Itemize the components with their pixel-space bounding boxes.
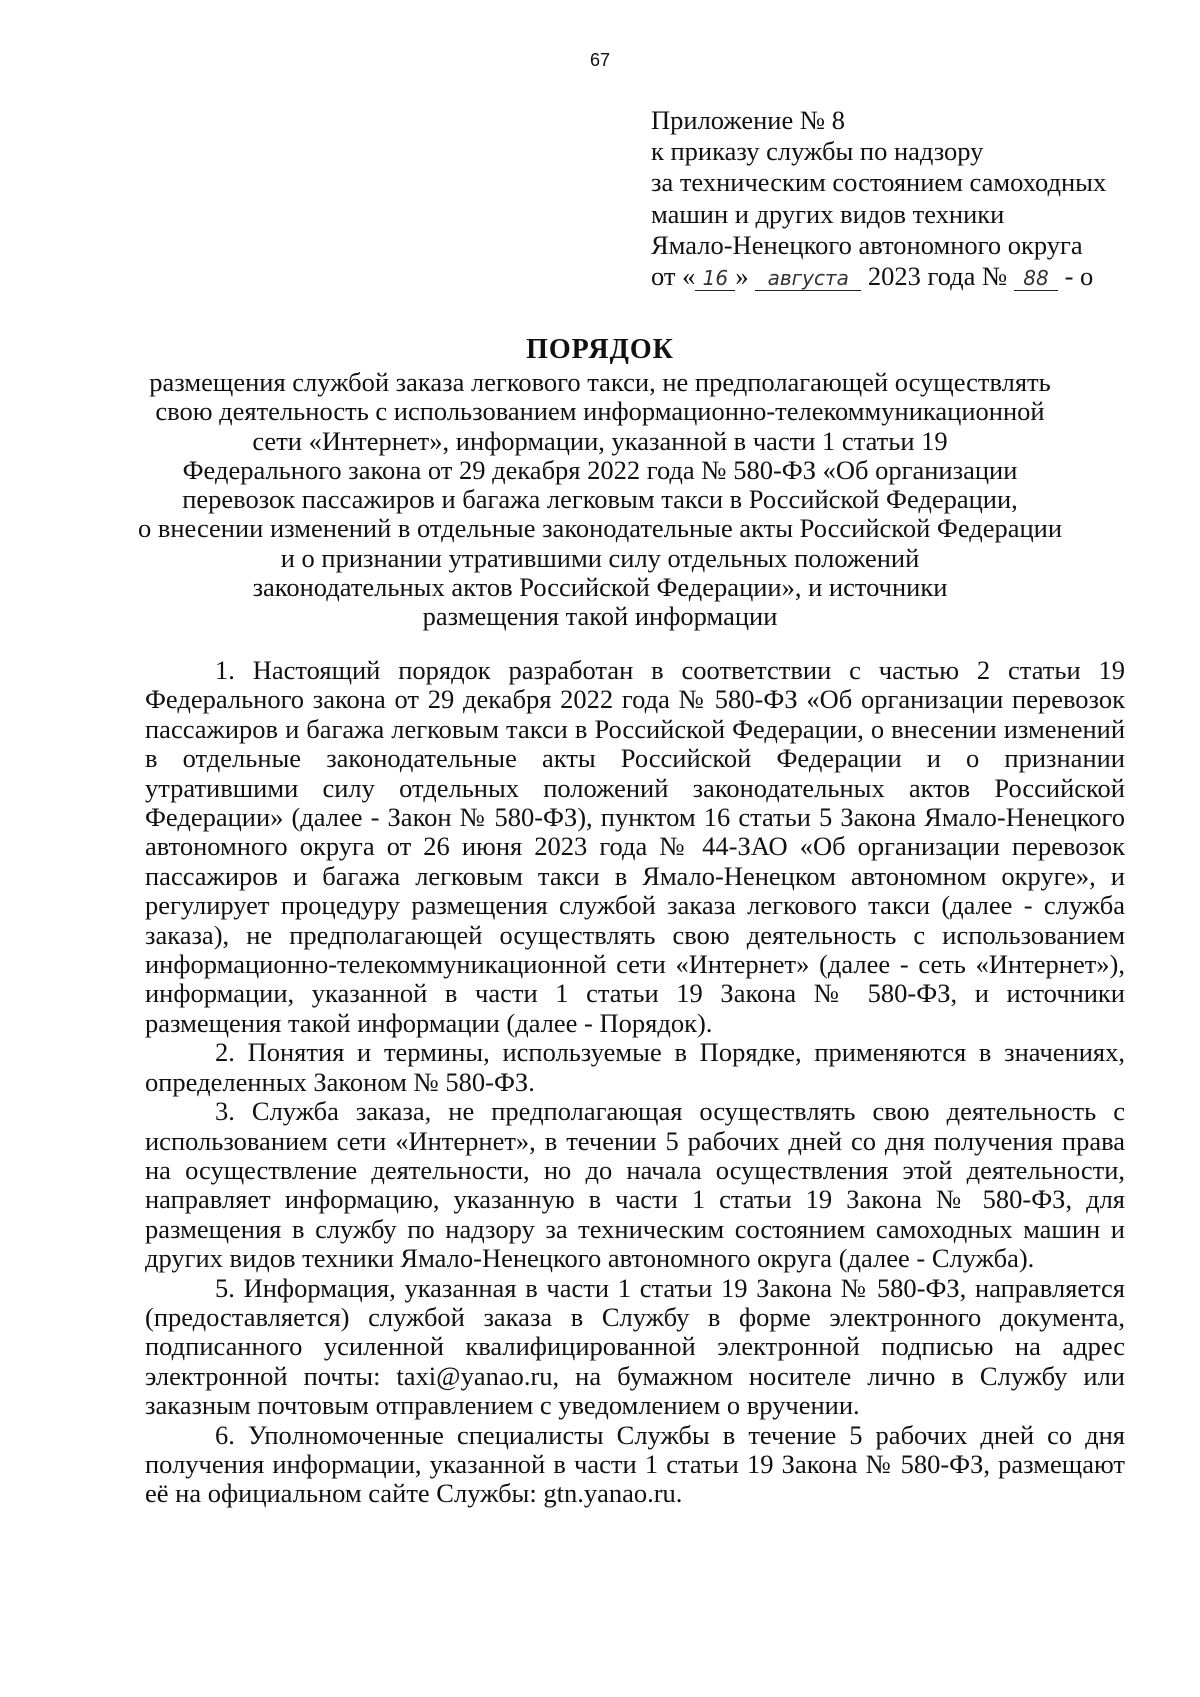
appendix-line: за техническим состоянием самоходных xyxy=(651,167,1107,198)
appendix-header xyxy=(651,105,1106,292)
date-year: 2023 года № xyxy=(867,261,1008,292)
appendix-date-line xyxy=(651,261,1106,292)
paragraph-6: 6. Уполномоченные специалисты Службы в течение 5 рабочих дней со дня получения информации, указанной в части 1 статьи 19 Закона № 580-ФЗ, размещают её на официальном сайте Службы: gtn.yanao.ru. xyxy=(145,1419,1125,1509)
document-title: ПОРЯДОК xyxy=(526,334,674,365)
subtitle-line: перевозок пассажиров и багажа легковым такси в Российской Федерации, xyxy=(182,484,1018,515)
subtitle-line: размещения службой заказа легкового такси, не предполагающей осуществлять xyxy=(149,367,1051,397)
document-subtitle xyxy=(120,368,1080,632)
subtitle-line: размещения такой информации xyxy=(422,601,778,632)
paragraph-1: 1. Настоящий порядок разработан в соответствии с частью 2 статьи 19 Федерального закона от 29 декабря 2022 года № 580-ФЗ «Об организации перевозок пассажиров и багажа легковым такси в Российской Федерации, о внесении изменений в отдельные законодательные акты Российской Федерации и о признании утратившими силу отдельных положений законодательных актов Российской Федерации» (далее - Закон № 580-ФЗ), пунктом 16 статьи 5 Закона Ямало-Ненецкого автономного округа от 26 июня 2023 года № 44-ЗАО «Об организации перевозок пассажиров и багажа легковым такси в Ямало-Ненецком автономном округе», и регулирует процедуру размещения службой заказа легкового такси (далее - служба заказа), не предполагающей осуществлять свою деятельность с использованием информационно-телекоммуникационной сети «Интернет» (далее - сеть «Интернет»), информации, указанной в части 1 статьи 19 Закона № 580-ФЗ, и источники размещения такой информации (далее - Порядок). xyxy=(145,655,1125,1038)
appendix-line: Ямало-Ненецкого автономного округа xyxy=(651,229,1083,260)
handwritten-month: августа xyxy=(755,266,861,291)
subtitle-line: свою деятельность с использованием информационно-телекоммуникационной xyxy=(155,396,1045,427)
paragraph-5: 5. Информация, указанная в части 1 статьи 19 Закона № 580-ФЗ, направляется (предоставляется) службой заказа в Службу в форме электронного документа, подписанного усиленной квалифицированной электронной подписью на адрес электронной почты: taxi@yanao.ru, на бумажном носителе лично в Службу или заказным почтовым отправлением с уведомлением о вручении. xyxy=(145,1272,1125,1421)
subtitle-line: и о признании утратившими силу отдельных положений xyxy=(280,542,920,573)
appendix-line: к приказу службы по надзору xyxy=(651,136,984,167)
paragraph-2: 2. Понятия и термины, используемые в Порядке, применяются в значениях, определенных Законом № 580-ФЗ. xyxy=(145,1037,1125,1097)
subtitle-line: о внесении изменений в отдельные законодательные акты Российской Федерации xyxy=(137,513,1063,544)
document-heading xyxy=(120,332,1080,632)
appendix-line: Приложение № 8 xyxy=(651,105,846,135)
handwritten-order-number: 88 xyxy=(1014,266,1058,291)
date-quote-close: » xyxy=(735,261,749,292)
order-suffix: - о xyxy=(1064,261,1094,292)
paragraph-3: 3. Служба заказа, не предполагающая осуществлять свою деятельность с использованием сети «Интернет», в течении 5 рабочих дней со дня получения права на осуществление деятельности, но до начала осуществления этой деятельности, направляет информацию, указанную в части 1 статьи 19 Закона № 580-ФЗ, для размещения в службу по надзору за техническим состоянием самоходных машин и других видов техники Ямало-Ненецкого автономного округа (далее - Служба). xyxy=(145,1096,1125,1274)
page-number: 67 xyxy=(589,50,611,70)
date-prefix: от « xyxy=(651,261,696,292)
subtitle-line: законодательных актов Российской Федерации», и источники xyxy=(252,572,948,603)
subtitle-line: сети «Интернет», информации, указанной в части 1 статьи 19 xyxy=(252,425,948,456)
document-body xyxy=(145,656,1125,1509)
subtitle-line: Федерального закона от 29 декабря 2022 года № 580-ФЗ «Об организации xyxy=(182,454,1018,485)
handwritten-day: 16 xyxy=(695,266,735,291)
appendix-line: машин и других видов техники xyxy=(651,198,1005,229)
